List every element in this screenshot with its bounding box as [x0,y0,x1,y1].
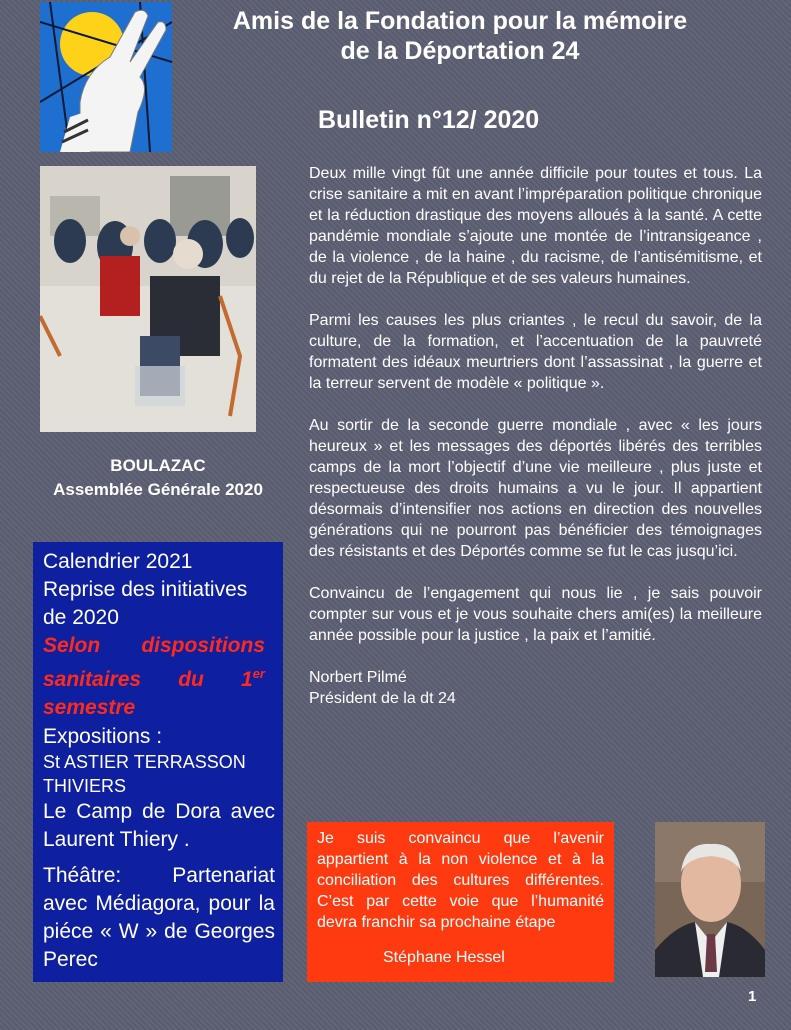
sanitary-notice-text: Selon dispositions sanitaires du 1 [43,634,265,691]
sanitary-notice [43,632,265,722]
page-title [200,6,720,66]
assembly-photo [40,166,256,432]
editorial-text [309,163,762,709]
signature-role: Président de la dt 24 [309,690,456,707]
calendar-title: Calendrier 2021 [43,550,193,573]
caption-event: Assemblée Générale 2020 [53,480,263,499]
bulletin-number: Bulletin n°12/ 2020 [318,106,540,134]
paragraph: Convaincu de l’engagement qui nous lie , je sais pouvoir compter sur vous et je vous souhaite chers ami(es) la meilleure année possible pour la justice , la paix et l’amitié. [309,585,762,644]
photo-caption [12,454,304,502]
title-line-1: Amis de la Fondation pour la mémoire [232,7,688,35]
title-line-2: de la Déportation 24 [340,37,580,65]
quote-box [307,822,614,982]
quote-author: Stéphane Hessel [383,949,505,966]
exposition-towns: St ASTIER TERRASSON THIVIERS [43,752,246,796]
quote-text: Je suis convaincu que l’avenir appartient à la non violence et à la conciliation des cultures différentes. C’est par cette voie que l’humanité devra franchir sa prochaine étape [317,830,604,931]
paragraph: Deux mille vingt fût une année difficile pour toutes et tous. La crise sanitaire a mit en avant l’impréparation politique chronique et la réduction drastique des moyens alloués à la santé. A cette pandémie mondiale s’ajoute une montée de l’intransigeance , de la violence , de la haine , du racisme, de l’antisémitisme, et du rejet de la République et de ses valeurs humaines. [309,165,762,287]
calendar-box [33,542,283,982]
portrait-photo [655,822,765,977]
sanitary-notice-sup: er [252,666,265,681]
logo-image [40,2,172,152]
caption-location: BOULAZAC [110,456,206,475]
calendar-line: de 2020 [43,606,119,629]
calendar-line: Reprise des initiatives [43,578,248,601]
paragraph: Parmi les causes les plus criantes , le recul du savoir, de la culture, de la formation, et l’accentuation de la pauvreté formatent des idéaux meurtriers dont l’assassinat , la guerre et la terreur servent de modèle « politique ». [309,312,762,392]
exposition-dora: Le Camp de Dora avec Laurent Thiery . [43,800,275,851]
paragraph: Au sortir de la seconde guerre mondiale , avec « les jours heureux » et les messages des déportés libérés des terribles camps de la mort l’objectif d’une vie meilleure , plus juste et respectueuse des droits humains a vu le jour. Il appartient désormais d’intensifier nos actions en direction des nouvelles générations qui ne pourront pas bénéficier des témoignages des résistants et des Déportés comme se fut le cas jusqu’ici. [309,417,762,560]
signature-name: Norbert Pilmé [309,669,407,686]
page-number: 1 [748,988,757,1005]
sanitary-notice-end: semestre [43,696,136,719]
theatre-event: Théâtre: Partenariat avec Médiagora, pour la piéce « W » de Georges Perec [43,864,275,971]
expositions-heading: Expositions : [43,725,163,748]
